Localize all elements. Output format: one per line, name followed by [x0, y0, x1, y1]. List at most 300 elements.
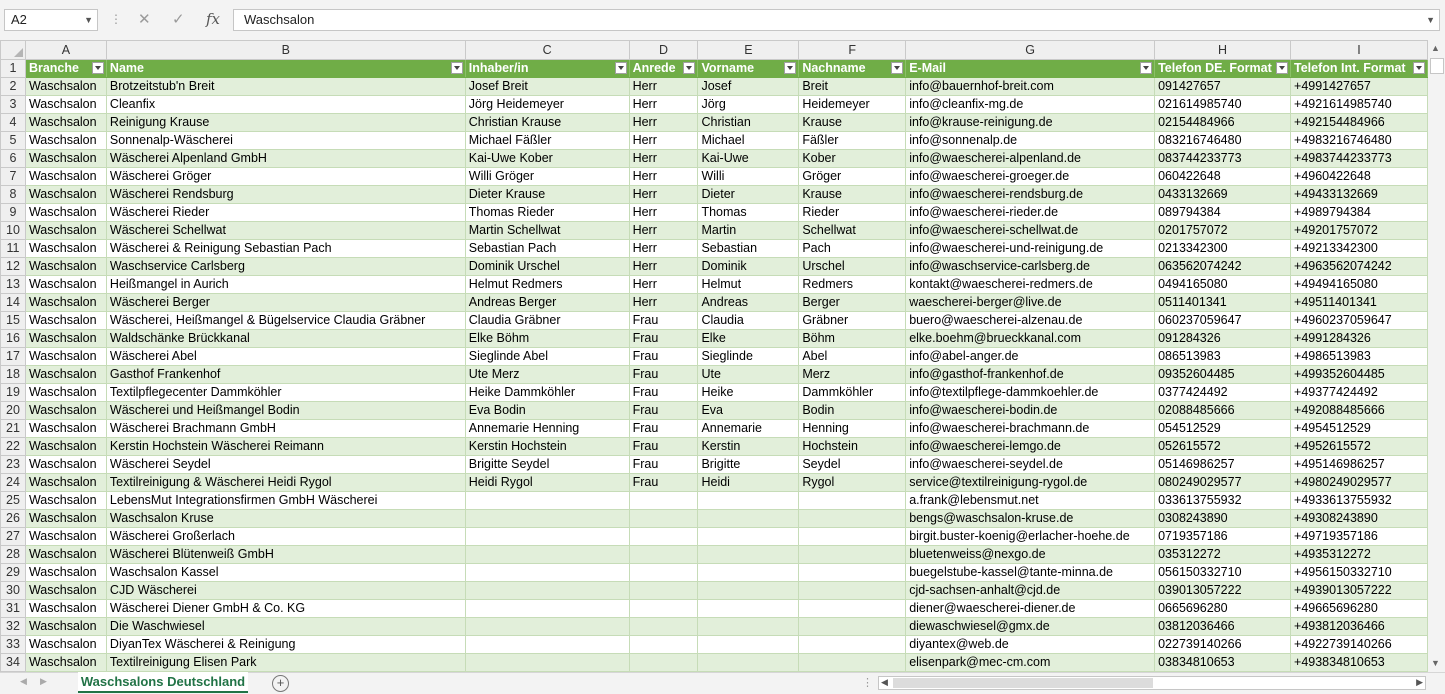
cell[interactable]: buegelstube-kassel@tante-minna.de	[906, 564, 1155, 582]
cell[interactable]: diener@waescherei-diener.de	[906, 600, 1155, 618]
filter-dropdown-icon[interactable]	[615, 62, 627, 74]
filter-dropdown-icon[interactable]	[1276, 62, 1288, 74]
cell[interactable]: Wäscherei Rieder	[106, 204, 465, 222]
cell[interactable]: kontakt@waescherei-redmers.de	[906, 276, 1155, 294]
cell[interactable]: Wäscherei Brachmann GmbH	[106, 420, 465, 438]
cell[interactable]: +49201757072	[1291, 222, 1428, 240]
enter-icon[interactable]: ✓	[172, 11, 185, 28]
function-icon[interactable]: fx	[206, 10, 221, 28]
cell[interactable]: info@waescherei-seydel.de	[906, 456, 1155, 474]
cell[interactable]: Herr	[629, 240, 698, 258]
cell[interactable]: elke.boehm@brueckkanal.com	[906, 330, 1155, 348]
cell[interactable]: +4956150332710	[1291, 564, 1428, 582]
column-header-h[interactable]: H	[1155, 41, 1291, 60]
cell[interactable]: 02088485666	[1155, 402, 1291, 420]
cell[interactable]: +493834810653	[1291, 654, 1428, 672]
cell[interactable]: +4935312272	[1291, 546, 1428, 564]
cell[interactable]	[698, 546, 799, 564]
cell[interactable]: Rygol	[799, 474, 906, 492]
row-header[interactable]: 6	[1, 150, 26, 168]
cell[interactable]: Wäscherei Seydel	[106, 456, 465, 474]
next-sheet-icon[interactable]: ▶	[40, 676, 47, 686]
cell[interactable]: +4983216746480	[1291, 132, 1428, 150]
sheet-tab[interactable]: Waschsalons Deutschland	[78, 672, 248, 693]
cell[interactable]: Ute Merz	[465, 366, 629, 384]
cell[interactable]: Annemarie Henning	[465, 420, 629, 438]
cell[interactable]: Fäßler	[799, 132, 906, 150]
cell[interactable]: Herr	[629, 168, 698, 186]
cell[interactable]: Heißmangel in Aurich	[106, 276, 465, 294]
cell[interactable]: +4922739140266	[1291, 636, 1428, 654]
vertical-scrollbar[interactable]	[1428, 40, 1445, 672]
spreadsheet-grid[interactable]	[0, 40, 1428, 672]
cell[interactable]: Reinigung Krause	[106, 114, 465, 132]
cell[interactable]: Wäscherei Gröger	[106, 168, 465, 186]
cell[interactable]: info@gasthof-frankenhof.de	[906, 366, 1155, 384]
cell[interactable]	[629, 618, 698, 636]
column-header-i[interactable]: I	[1291, 41, 1428, 60]
cell[interactable]: cjd-sachsen-anhalt@cjd.de	[906, 582, 1155, 600]
cell[interactable]: Herr	[629, 150, 698, 168]
cell[interactable]: info@waescherei-alpenland.de	[906, 150, 1155, 168]
cell[interactable]: +4933613755932	[1291, 492, 1428, 510]
cell[interactable]: waescherei-berger@live.de	[906, 294, 1155, 312]
cell[interactable]: Wäscherei Berger	[106, 294, 465, 312]
cell[interactable]: bluetenweiss@nexgo.de	[906, 546, 1155, 564]
cell[interactable]: Waschsalon	[25, 510, 106, 528]
cell[interactable]	[629, 582, 698, 600]
cell[interactable]	[698, 564, 799, 582]
cell[interactable]: Waschsalon	[25, 420, 106, 438]
cell[interactable]: 060422648	[1155, 168, 1291, 186]
scroll-left-icon[interactable]: ◀	[881, 677, 888, 687]
cell[interactable]: Gräbner	[799, 312, 906, 330]
cell[interactable]: Krause	[799, 186, 906, 204]
cell[interactable]: 0213342300	[1155, 240, 1291, 258]
cell[interactable]: Waschsalon	[25, 474, 106, 492]
row-header[interactable]: 18	[1, 366, 26, 384]
cell[interactable]: info@textilpflege-dammkoehler.de	[906, 384, 1155, 402]
row-header[interactable]: 12	[1, 258, 26, 276]
cell[interactable]: Hochstein	[799, 438, 906, 456]
cell[interactable]: Dominik Urschel	[465, 258, 629, 276]
cell[interactable]: Wäscherei Schellwat	[106, 222, 465, 240]
cell[interactable]: 021614985740	[1155, 96, 1291, 114]
cell[interactable]: Brotzeitstub'n Breit	[106, 78, 465, 96]
cell[interactable]: Frau	[629, 456, 698, 474]
cell[interactable]: Waschsalon	[25, 546, 106, 564]
filter-dropdown-icon[interactable]	[92, 62, 104, 74]
cell[interactable]	[465, 528, 629, 546]
row-header[interactable]: 17	[1, 348, 26, 366]
row-header[interactable]: 16	[1, 330, 26, 348]
cell[interactable]: Gasthof Frankenhof	[106, 366, 465, 384]
cell[interactable]: Textilreinigung Elisen Park	[106, 654, 465, 672]
cell[interactable]: Michael Fäßler	[465, 132, 629, 150]
chevron-down-icon[interactable]: ▼	[1426, 15, 1435, 25]
cell[interactable]: Waschsalon	[25, 348, 106, 366]
cell[interactable]: +4989794384	[1291, 204, 1428, 222]
cell[interactable]: Schellwat	[799, 222, 906, 240]
cell[interactable]	[799, 564, 906, 582]
cell[interactable]: Claudia Gräbner	[465, 312, 629, 330]
scroll-right-icon[interactable]: ▶	[1416, 677, 1423, 687]
cell[interactable]: 0665696280	[1155, 600, 1291, 618]
cell[interactable]: info@abel-anger.de	[906, 348, 1155, 366]
cell[interactable]: Waschsalon	[25, 186, 106, 204]
cell[interactable]: +49719357186	[1291, 528, 1428, 546]
cell[interactable]: Waschsalon	[25, 312, 106, 330]
cell[interactable]: Waschsalon	[25, 618, 106, 636]
cell[interactable]: Herr	[629, 222, 698, 240]
cell[interactable]: 0511401341	[1155, 294, 1291, 312]
row-header[interactable]: 25	[1, 492, 26, 510]
cell[interactable]	[465, 636, 629, 654]
cell[interactable]: +4980249029577	[1291, 474, 1428, 492]
cell[interactable]: 054512529	[1155, 420, 1291, 438]
cell[interactable]: Wäscherei & Reinigung Sebastian Pach	[106, 240, 465, 258]
cell[interactable]: Heidi Rygol	[465, 474, 629, 492]
cell[interactable]: Brigitte Seydel	[465, 456, 629, 474]
cell[interactable]	[465, 654, 629, 672]
cell[interactable]: Brigitte	[698, 456, 799, 474]
cell[interactable]: 035312272	[1155, 546, 1291, 564]
cell[interactable]: 02154484966	[1155, 114, 1291, 132]
cell[interactable]: Frau	[629, 474, 698, 492]
cell[interactable]: Herr	[629, 294, 698, 312]
cell[interactable]: Waldschänke Brückkanal	[106, 330, 465, 348]
cell[interactable]: Jörg Heidemeyer	[465, 96, 629, 114]
cell[interactable]: Waschsalon	[25, 276, 106, 294]
cell[interactable]: 03834810653	[1155, 654, 1291, 672]
cell[interactable]	[465, 600, 629, 618]
cell[interactable]: Waschsalon	[25, 402, 106, 420]
cell[interactable]: Heidemeyer	[799, 96, 906, 114]
cell[interactable]: 060237059647	[1155, 312, 1291, 330]
cancel-icon[interactable]: ✕	[138, 11, 151, 28]
cell[interactable]: Wäscherei, Heißmangel & Bügelservice Claudia Gräbner	[106, 312, 465, 330]
cell[interactable]: Waschsalon	[25, 222, 106, 240]
add-sheet-icon[interactable]: +	[272, 675, 289, 692]
cell[interactable]: Kai-Uwe	[698, 150, 799, 168]
cell[interactable]: Böhm	[799, 330, 906, 348]
cell[interactable]: Sieglinde	[698, 348, 799, 366]
cell[interactable]	[799, 546, 906, 564]
row-header[interactable]: 2	[1, 78, 26, 96]
cell[interactable]: Ute	[698, 366, 799, 384]
cell[interactable]: +495146986257	[1291, 456, 1428, 474]
cell[interactable]: elisenpark@mec-cm.com	[906, 654, 1155, 672]
cell[interactable]: info@waescherei-groeger.de	[906, 168, 1155, 186]
cell[interactable]: DiyanTex Wäscherei & Reinigung	[106, 636, 465, 654]
cell[interactable]: Kerstin	[698, 438, 799, 456]
cell[interactable]: info@waescherei-brachmann.de	[906, 420, 1155, 438]
cell[interactable]: Textilreinigung & Wäscherei Heidi Rygol	[106, 474, 465, 492]
cell[interactable]	[698, 492, 799, 510]
cell[interactable]: +4954512529	[1291, 420, 1428, 438]
cell[interactable]: Eva	[698, 402, 799, 420]
cell[interactable]: Waschservice Carlsberg	[106, 258, 465, 276]
cell[interactable]: +49213342300	[1291, 240, 1428, 258]
cell[interactable]: Herr	[629, 96, 698, 114]
cell[interactable]: buero@waescherei-alzenau.de	[906, 312, 1155, 330]
cell[interactable]: Die Waschwiesel	[106, 618, 465, 636]
filter-dropdown-icon[interactable]	[1413, 62, 1425, 74]
formula-input[interactable]	[233, 9, 1440, 31]
cell[interactable]: Waschsalon	[25, 384, 106, 402]
filter-dropdown-icon[interactable]	[1140, 62, 1152, 74]
cell[interactable]: bengs@waschsalon-kruse.de	[906, 510, 1155, 528]
cell[interactable]: Heike Dammköhler	[465, 384, 629, 402]
header-cell[interactable]	[1155, 60, 1291, 78]
column-header-d[interactable]: D	[629, 41, 698, 60]
cell[interactable]: +4960237059647	[1291, 312, 1428, 330]
cell[interactable]: Waschsalon	[25, 78, 106, 96]
filter-dropdown-icon[interactable]	[891, 62, 903, 74]
cell[interactable]: 0433132669	[1155, 186, 1291, 204]
cell[interactable]: Thomas Rieder	[465, 204, 629, 222]
cell[interactable]: Sonnenalp-Wäscherei	[106, 132, 465, 150]
cell[interactable]: Dieter	[698, 186, 799, 204]
cell[interactable]: Waschsalon	[25, 366, 106, 384]
row-header[interactable]: 24	[1, 474, 26, 492]
cell[interactable]	[799, 600, 906, 618]
cell[interactable]: Wäscherei Rendsburg	[106, 186, 465, 204]
cell[interactable]: LebensMut Integrationsfirmen GmbH Wäscherei	[106, 492, 465, 510]
cell[interactable]: Waschsalon	[25, 114, 106, 132]
cell[interactable]	[799, 528, 906, 546]
cell[interactable]: 091427657	[1155, 78, 1291, 96]
cell[interactable]	[799, 510, 906, 528]
cell[interactable]: Frau	[629, 330, 698, 348]
cell[interactable]: Dieter Krause	[465, 186, 629, 204]
scroll-up-icon[interactable]: ▲	[1431, 43, 1440, 53]
cell[interactable]: 05146986257	[1155, 456, 1291, 474]
header-cell[interactable]	[465, 60, 629, 78]
cell[interactable]: Herr	[629, 132, 698, 150]
cell[interactable]: 03812036466	[1155, 618, 1291, 636]
cell[interactable]: 033613755932	[1155, 492, 1291, 510]
cell[interactable]: Josef Breit	[465, 78, 629, 96]
row-header[interactable]: 21	[1, 420, 26, 438]
cell[interactable]	[465, 618, 629, 636]
cell[interactable]: Claudia	[698, 312, 799, 330]
cell[interactable]: Elke Böhm	[465, 330, 629, 348]
cell[interactable]: Waschsalon	[25, 294, 106, 312]
row-header[interactable]: 1	[1, 60, 26, 78]
cell[interactable]: +492088485666	[1291, 402, 1428, 420]
column-header-a[interactable]: A	[25, 41, 106, 60]
row-header[interactable]: 32	[1, 618, 26, 636]
cell[interactable]	[698, 528, 799, 546]
cell[interactable]: +4991427657	[1291, 78, 1428, 96]
cell[interactable]: info@cleanfix-mg.de	[906, 96, 1155, 114]
cell[interactable]: Waschsalon	[25, 240, 106, 258]
row-header[interactable]: 29	[1, 564, 26, 582]
cell[interactable]: Wäscherei Alpenland GmbH	[106, 150, 465, 168]
cell[interactable]: Pach	[799, 240, 906, 258]
cell[interactable]: Christian	[698, 114, 799, 132]
cell[interactable]	[698, 636, 799, 654]
cell[interactable]: 022739140266	[1155, 636, 1291, 654]
cell[interactable]: Kerstin Hochstein	[465, 438, 629, 456]
cell[interactable]: 091284326	[1155, 330, 1291, 348]
row-header[interactable]: 10	[1, 222, 26, 240]
cell[interactable]: Elke	[698, 330, 799, 348]
cell[interactable]: Textilpflegecenter Dammköhler	[106, 384, 465, 402]
cell[interactable]	[465, 546, 629, 564]
cell[interactable]: 039013057222	[1155, 582, 1291, 600]
cell[interactable]: +492154484966	[1291, 114, 1428, 132]
scroll-down-icon[interactable]: ▼	[1431, 658, 1440, 668]
cell[interactable]: Frau	[629, 366, 698, 384]
cell[interactable]	[629, 654, 698, 672]
cell[interactable]: +49511401341	[1291, 294, 1428, 312]
cell[interactable]: 0308243890	[1155, 510, 1291, 528]
cell[interactable]: +4963562074242	[1291, 258, 1428, 276]
cell[interactable]: 052615572	[1155, 438, 1291, 456]
cell[interactable]: Waschsalon	[25, 636, 106, 654]
cell[interactable]: Wäscherei Diener GmbH & Co. KG	[106, 600, 465, 618]
row-header[interactable]: 33	[1, 636, 26, 654]
cell[interactable]: Waschsalon	[25, 600, 106, 618]
cell[interactable]: Waschsalon	[25, 564, 106, 582]
cell[interactable]: Frau	[629, 384, 698, 402]
cell[interactable]	[629, 492, 698, 510]
cell[interactable]: 0377424492	[1155, 384, 1291, 402]
cell[interactable]: Helmut Redmers	[465, 276, 629, 294]
row-header[interactable]: 23	[1, 456, 26, 474]
row-header[interactable]: 5	[1, 132, 26, 150]
filter-dropdown-icon[interactable]	[784, 62, 796, 74]
cell[interactable]: Helmut	[698, 276, 799, 294]
cell[interactable]: 056150332710	[1155, 564, 1291, 582]
cell[interactable]: info@waescherei-bodin.de	[906, 402, 1155, 420]
cell[interactable]: service@textilreinigung-rygol.de	[906, 474, 1155, 492]
row-header[interactable]: 8	[1, 186, 26, 204]
cell[interactable]: Seydel	[799, 456, 906, 474]
row-header[interactable]: 20	[1, 402, 26, 420]
cell[interactable]: Herr	[629, 186, 698, 204]
cell[interactable]: +4960422648	[1291, 168, 1428, 186]
cell[interactable]: Martin Schellwat	[465, 222, 629, 240]
cell[interactable]: Wäscherei Großerlach	[106, 528, 465, 546]
cell[interactable]: +49433132669	[1291, 186, 1428, 204]
cell[interactable]: Waschsalon	[25, 258, 106, 276]
cell[interactable]: Wäscherei und Heißmangel Bodin	[106, 402, 465, 420]
cell[interactable]: Jörg	[698, 96, 799, 114]
filter-dropdown-icon[interactable]	[683, 62, 695, 74]
cell[interactable]: info@waescherei-und-reinigung.de	[906, 240, 1155, 258]
cell[interactable]: 063562074242	[1155, 258, 1291, 276]
cell[interactable]: Herr	[629, 276, 698, 294]
cell[interactable]: Waschsalon	[25, 132, 106, 150]
cell[interactable]: Waschsalon Kassel	[106, 564, 465, 582]
cell[interactable]	[799, 492, 906, 510]
cell[interactable]: +4986513983	[1291, 348, 1428, 366]
filter-dropdown-icon[interactable]	[451, 62, 463, 74]
cell[interactable]	[698, 618, 799, 636]
row-header[interactable]: 11	[1, 240, 26, 258]
cell[interactable]: info@waescherei-rendsburg.de	[906, 186, 1155, 204]
cell[interactable]: +493812036466	[1291, 618, 1428, 636]
cell[interactable]: Sieglinde Abel	[465, 348, 629, 366]
row-header[interactable]: 4	[1, 114, 26, 132]
row-header[interactable]: 7	[1, 168, 26, 186]
horizontal-scrollbar[interactable]	[878, 676, 1426, 690]
cell[interactable]: Waschsalon	[25, 438, 106, 456]
column-header-c[interactable]: C	[465, 41, 629, 60]
cell[interactable]: Waschsalon	[25, 528, 106, 546]
column-header-e[interactable]: E	[698, 41, 799, 60]
cell[interactable]: +4921614985740	[1291, 96, 1428, 114]
row-header[interactable]: 13	[1, 276, 26, 294]
cell[interactable]: Herr	[629, 78, 698, 96]
cell[interactable]	[698, 510, 799, 528]
cell[interactable]: Kerstin Hochstein Wäscherei Reimann	[106, 438, 465, 456]
cell[interactable]: 083744233773	[1155, 150, 1291, 168]
cell[interactable]: 089794384	[1155, 204, 1291, 222]
prev-sheet-icon[interactable]: ◀	[20, 676, 27, 686]
cell[interactable]: Waschsalon	[25, 168, 106, 186]
row-header[interactable]: 30	[1, 582, 26, 600]
cell[interactable]: Heidi	[698, 474, 799, 492]
row-header[interactable]: 3	[1, 96, 26, 114]
row-header[interactable]: 31	[1, 600, 26, 618]
cell[interactable]: Gröger	[799, 168, 906, 186]
cell[interactable]: Sebastian	[698, 240, 799, 258]
cell[interactable]: 0494165080	[1155, 276, 1291, 294]
cell[interactable]: Krause	[799, 114, 906, 132]
cell[interactable]	[465, 564, 629, 582]
cell[interactable]: Willi Gröger	[465, 168, 629, 186]
cell[interactable]: Wäscherei Abel	[106, 348, 465, 366]
cell[interactable]: Waschsalon	[25, 654, 106, 672]
cell[interactable]: Waschsalon Kruse	[106, 510, 465, 528]
cell[interactable]	[629, 600, 698, 618]
cell[interactable]: Henning	[799, 420, 906, 438]
cell[interactable]	[629, 564, 698, 582]
cell[interactable]	[629, 528, 698, 546]
cell[interactable]: 080249029577	[1155, 474, 1291, 492]
row-header[interactable]: 22	[1, 438, 26, 456]
cell[interactable]: birgit.buster-koenig@erlacher-hoehe.de	[906, 528, 1155, 546]
cell[interactable]: info@waescherei-lemgo.de	[906, 438, 1155, 456]
row-header[interactable]: 19	[1, 384, 26, 402]
cell[interactable]: +49377424492	[1291, 384, 1428, 402]
cell[interactable]	[698, 600, 799, 618]
cell[interactable]: 086513983	[1155, 348, 1291, 366]
row-header[interactable]: 28	[1, 546, 26, 564]
cell[interactable]: Frau	[629, 402, 698, 420]
cell[interactable]: Kober	[799, 150, 906, 168]
cell[interactable]: Andreas	[698, 294, 799, 312]
cell[interactable]: +499352604485	[1291, 366, 1428, 384]
header-cell[interactable]	[698, 60, 799, 78]
cell[interactable]: Herr	[629, 258, 698, 276]
row-header[interactable]: 9	[1, 204, 26, 222]
header-cell[interactable]	[799, 60, 906, 78]
cell[interactable]: Waschsalon	[25, 96, 106, 114]
cell[interactable]	[629, 546, 698, 564]
header-cell[interactable]	[106, 60, 465, 78]
cell[interactable]: +49308243890	[1291, 510, 1428, 528]
cell[interactable]: Willi	[698, 168, 799, 186]
cell[interactable]: Herr	[629, 204, 698, 222]
cell[interactable]: Josef	[698, 78, 799, 96]
cell[interactable]: +4952615572	[1291, 438, 1428, 456]
row-header[interactable]: 14	[1, 294, 26, 312]
